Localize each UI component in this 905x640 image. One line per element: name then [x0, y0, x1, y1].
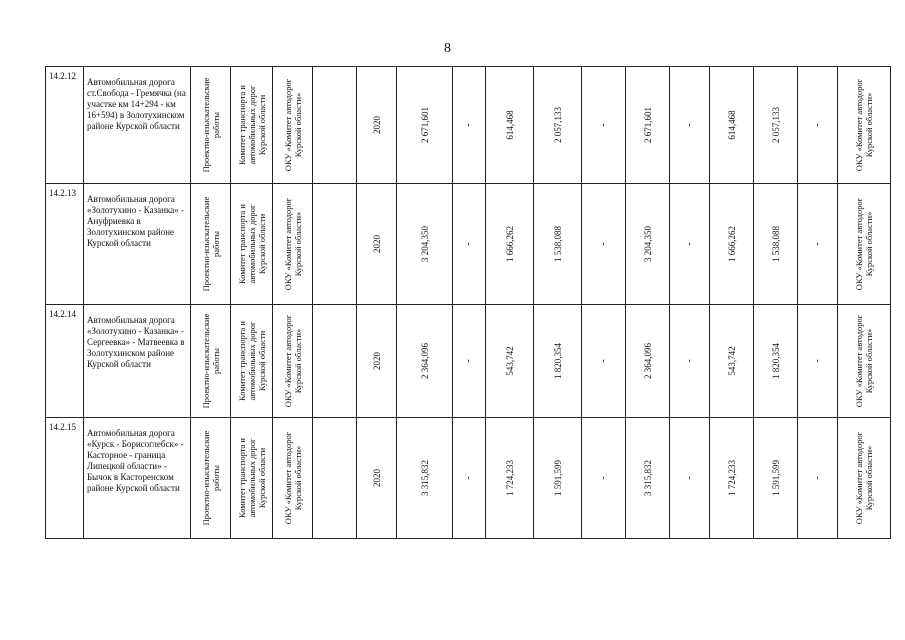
- regional-text: 543,742: [504, 346, 515, 376]
- customer-text: ОКУ «Комитет автодорог Курской области»: [282, 431, 303, 525]
- year-text: 2020: [371, 116, 382, 134]
- customer-cell: [273, 67, 313, 184]
- object-name-cell: [84, 418, 191, 539]
- responsible-cell: [231, 305, 273, 418]
- other-funds-cell: [534, 67, 582, 184]
- extra-2020-text: -: [811, 123, 823, 127]
- customer-text: ОКУ «Комитет автодорог Курской области»: [282, 78, 303, 172]
- federal-text: -: [463, 359, 474, 363]
- work-type-cell: [191, 184, 231, 305]
- row-code: 14.2.13: [49, 188, 76, 198]
- total-2020-text: 3 315,832: [642, 460, 653, 496]
- regional-cell: [486, 67, 534, 184]
- executor-cell: [838, 184, 891, 305]
- work-type-text: Проектно-изыскательские работы: [200, 430, 221, 526]
- responsible-cell: [231, 184, 273, 305]
- extra-2020-cell: [798, 418, 838, 539]
- customer-text: ОКУ «Комитет автодорог Курской области»: [282, 197, 303, 291]
- regional-2020-cell: [710, 184, 754, 305]
- table-row: [46, 418, 891, 539]
- row-code-cell: [46, 418, 84, 539]
- executor-cell: [838, 305, 891, 418]
- row-code: 14.2.15: [49, 422, 76, 432]
- other-funds-text: 1 591,599: [552, 460, 563, 496]
- customer-text: ОКУ «Комитет автодорог Курской области»: [282, 314, 303, 408]
- regional-2020-cell: [710, 305, 754, 418]
- responsible-cell: [231, 67, 273, 184]
- extra-funds-cell: [582, 184, 626, 305]
- object-name: Автомобильная дорога «Золотухино - Казанка» - Ануфриевка в Золотухинском районе Курской области: [87, 194, 184, 248]
- extra-funds-cell: [582, 418, 626, 539]
- regional-2020-cell: [710, 418, 754, 539]
- federal-2020-cell: [670, 418, 710, 539]
- federal-2020-text: -: [683, 123, 695, 127]
- year-cell: [357, 67, 397, 184]
- federal-2020-text: -: [683, 359, 695, 363]
- regional-text: 614,468: [504, 110, 515, 140]
- regional-2020-text: 614,468: [726, 110, 737, 140]
- regional-text: 1 724,233: [504, 460, 515, 496]
- federal-2020-cell: [670, 67, 710, 184]
- table-row: [46, 184, 891, 305]
- other-2020-cell: [754, 67, 798, 184]
- total-cell: [397, 305, 453, 418]
- other-funds-text: 1 538,088: [552, 226, 563, 262]
- responsible-text: Комитет транспорта и автомобильных дорог Курской области: [236, 204, 267, 284]
- total-2020-cell: [626, 184, 670, 305]
- customer-cell: [273, 184, 313, 305]
- total-2020-cell: [626, 305, 670, 418]
- year-text: 2020: [371, 469, 382, 487]
- customer-cell: [273, 305, 313, 418]
- extra-2020-text: -: [811, 359, 823, 363]
- extra-2020-cell: [798, 305, 838, 418]
- other-funds-text: 1 820,354: [552, 343, 563, 379]
- regional-2020-text: 1 724,233: [726, 460, 737, 496]
- federal-2020-text: -: [683, 476, 695, 480]
- other-2020-cell: [754, 418, 798, 539]
- responsible-text: Комитет транспорта и автомобильных дорог Курской области: [236, 85, 267, 165]
- other-2020-cell: [754, 184, 798, 305]
- executor-text: ОКУ «Комитет автодорог Курской области»: [854, 78, 874, 172]
- federal-cell: [453, 305, 486, 418]
- extra-2020-cell: [798, 184, 838, 305]
- work-type-cell: [191, 67, 231, 184]
- responsible-text: Комитет транспорта и автомобильных дорог Курской области: [236, 321, 267, 401]
- work-type-text: Проектно-изыскательские работы: [200, 313, 221, 409]
- total-text: 2 671,601: [419, 107, 430, 143]
- total-2020-cell: [626, 67, 670, 184]
- object-name-cell: [84, 305, 191, 418]
- regional-cell: [486, 184, 534, 305]
- responsible-cell: [231, 418, 273, 539]
- other-2020-text: 2 057,133: [770, 107, 781, 143]
- year-cell: [357, 418, 397, 539]
- extra-funds-cell: [582, 305, 626, 418]
- total-text: 3 204,350: [419, 226, 430, 262]
- program-table: [45, 66, 891, 539]
- federal-cell: [453, 184, 486, 305]
- federal-text: -: [463, 476, 474, 480]
- extra-2020-text: -: [811, 476, 823, 480]
- total-text: 2 364,096: [419, 343, 430, 379]
- other-funds-text: 2 057,133: [552, 107, 563, 143]
- federal-2020-cell: [670, 305, 710, 418]
- row-code-cell: [46, 184, 84, 305]
- table-row: [46, 305, 891, 418]
- regional-2020-text: 543,742: [726, 346, 737, 376]
- total-2020-text: 2 364,096: [642, 343, 653, 379]
- total-cell: [397, 418, 453, 539]
- executor-text: ОКУ «Комитет автодорог Курской области»: [854, 197, 874, 291]
- work-type-text: Проектно-изыскательские работы: [200, 77, 221, 173]
- regional-text: 1 666,262: [504, 226, 515, 262]
- other-funds-cell: [534, 184, 582, 305]
- work-type-cell: [191, 418, 231, 539]
- regional-2020-cell: [710, 67, 754, 184]
- empty-cell: [313, 305, 357, 418]
- row-code-cell: [46, 305, 84, 418]
- executor-text: ОКУ «Комитет автодорог Курской области»: [854, 314, 874, 408]
- other-funds-cell: [534, 418, 582, 539]
- federal-text: -: [463, 242, 474, 246]
- total-2020-text: 2 671,601: [642, 107, 653, 143]
- executor-text: ОКУ «Комитет автодорог Курской области»: [854, 431, 874, 525]
- year-text: 2020: [371, 352, 382, 370]
- object-name: Автомобильная дорога ст.Свобода - Гремячка (на участке км 14+294 - км 16+594) в Золотухинском районе Курской области: [87, 77, 186, 131]
- object-name-cell: [84, 67, 191, 184]
- extra-funds-cell: [582, 67, 626, 184]
- extra-funds-text: -: [597, 476, 609, 480]
- customer-cell: [273, 418, 313, 539]
- table-row: [46, 67, 891, 184]
- total-2020-text: 3 204,350: [642, 226, 653, 262]
- total-cell: [397, 184, 453, 305]
- extra-2020-cell: [798, 67, 838, 184]
- regional-cell: [486, 305, 534, 418]
- federal-2020-text: -: [683, 242, 695, 246]
- row-code: 14.2.14: [49, 309, 76, 319]
- extra-funds-text: -: [597, 359, 609, 363]
- other-2020-text: 1 820,354: [770, 343, 781, 379]
- executor-cell: [838, 418, 891, 539]
- other-2020-text: 1 591,599: [770, 460, 781, 496]
- object-name-cell: [84, 184, 191, 305]
- regional-cell: [486, 418, 534, 539]
- extra-2020-text: -: [811, 242, 823, 246]
- extra-funds-text: -: [597, 242, 609, 246]
- responsible-text: Комитет транспорта и автомобильных дорог Курской области: [236, 438, 267, 518]
- row-code: 14.2.12: [49, 71, 76, 81]
- federal-cell: [453, 67, 486, 184]
- object-name: Автомобильная дорога «Золотухино - Казанка» - Сергеевка» - Матвеевка в Золотухинском районе Курской области: [87, 315, 185, 369]
- empty-cell: [313, 67, 357, 184]
- regional-2020-text: 1 666,262: [726, 226, 737, 262]
- row-code-cell: [46, 67, 84, 184]
- work-type-cell: [191, 305, 231, 418]
- federal-2020-cell: [670, 184, 710, 305]
- work-type-text: Проектно-изыскательские работы: [200, 196, 221, 292]
- year-text: 2020: [371, 235, 382, 253]
- other-funds-cell: [534, 305, 582, 418]
- executor-cell: [838, 67, 891, 184]
- page-number: 8: [444, 41, 451, 56]
- object-name: Автомобильная дорога «Курск - Борисоглебск» - Касторное - граница Липецкой области» - Бычок в Касторенском районе Курской области: [87, 428, 184, 493]
- year-cell: [357, 305, 397, 418]
- other-2020-text: 1 538,088: [770, 226, 781, 262]
- total-text: 3 315,832: [419, 460, 430, 496]
- empty-cell: [313, 184, 357, 305]
- year-cell: [357, 184, 397, 305]
- empty-cell: [313, 418, 357, 539]
- extra-funds-text: -: [597, 123, 609, 127]
- total-2020-cell: [626, 418, 670, 539]
- total-cell: [397, 67, 453, 184]
- federal-cell: [453, 418, 486, 539]
- other-2020-cell: [754, 305, 798, 418]
- federal-text: -: [463, 123, 474, 127]
